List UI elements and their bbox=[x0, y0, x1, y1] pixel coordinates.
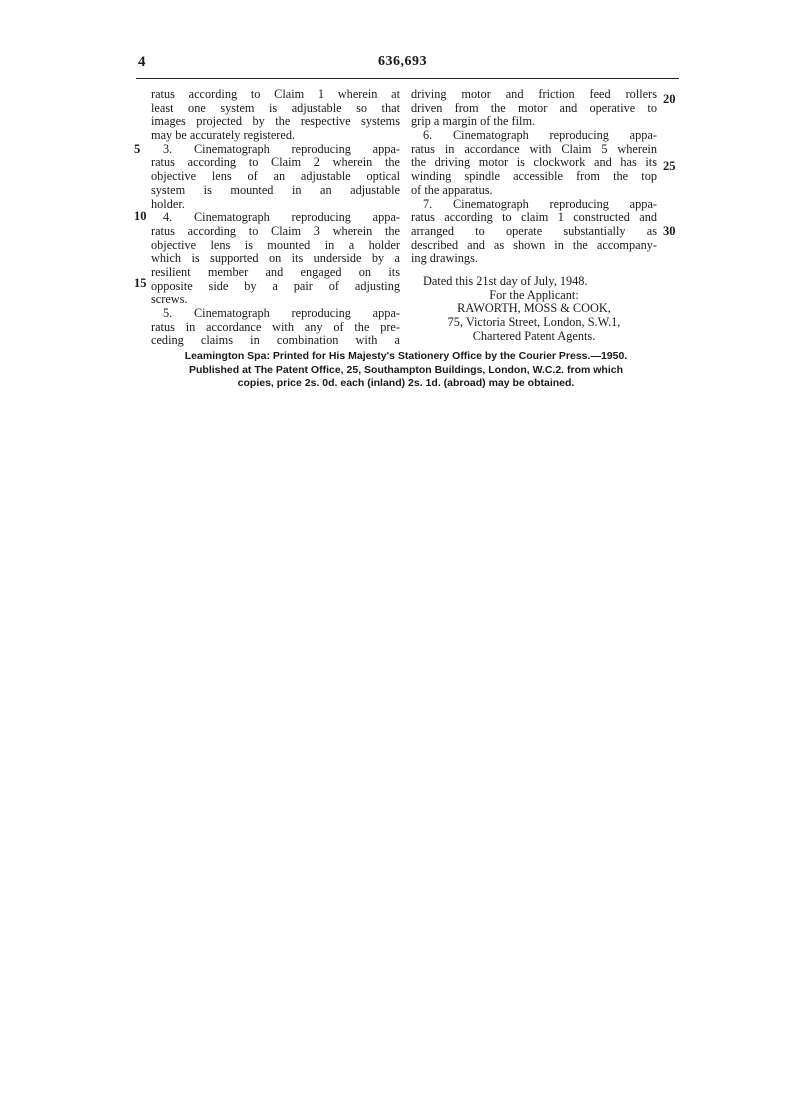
line-number-20: 20 bbox=[663, 92, 676, 106]
text-line: driven from the motor and operative to bbox=[411, 100, 657, 115]
text-line: ing drawings. bbox=[411, 251, 478, 266]
left-column bbox=[151, 88, 400, 348]
text-line: described and as shown in the accompany- bbox=[411, 237, 657, 252]
claim-5-start: 5. Cinematograph reproducing appa- bbox=[163, 306, 400, 320]
imprint-line: copies, price 2s. 0d. each (inland) 2s. 1d. (abroad) may be obtained. bbox=[237, 377, 575, 390]
imprint-line: Leamington Spa: Printed for His Majesty's Stationery Office by the Courier Press.—1950. bbox=[184, 350, 628, 362]
printer-imprint bbox=[146, 350, 666, 391]
text-line: ratus in accordance with Claim 5 wherein bbox=[411, 141, 657, 156]
page-header bbox=[138, 54, 680, 76]
text-line: images projected by the respective systems bbox=[151, 114, 400, 129]
text-line: of the apparatus. bbox=[411, 182, 493, 197]
agent-name: RAWORTH, MOSS & COOK, bbox=[457, 301, 611, 316]
text-line: least one system is adjustable so that bbox=[151, 100, 400, 115]
text-line: ratus according to Claim 3 wherein the bbox=[151, 223, 400, 238]
imprint-line: Published at The Patent Office, 25, Southampton Buildings, London, W.C.2. from which bbox=[188, 363, 624, 376]
for-applicant: For the Applicant: bbox=[489, 287, 579, 302]
text-line: screws. bbox=[151, 292, 188, 307]
text-line: winding spindle accessible from the top bbox=[411, 169, 657, 184]
dated-line: Dated this 21st day of July, 1948. bbox=[423, 273, 588, 288]
claim-3-start: 3. Cinematograph reproducing appa- bbox=[163, 141, 400, 156]
line-number-30: 30 bbox=[663, 224, 676, 238]
text-line: objective lens is mounted in a holder bbox=[151, 237, 400, 252]
text-line: may be accurately registered. bbox=[151, 128, 296, 143]
page-number: 4 bbox=[138, 54, 146, 70]
text-line: the driving motor is clockwork and has its bbox=[411, 155, 657, 170]
claim-7-start: 7. Cinematograph reproducing appa- bbox=[423, 196, 657, 211]
text-line: holder. bbox=[151, 196, 185, 211]
text-line: which is supported on its underside by a bbox=[151, 251, 400, 266]
text-line: ratus according to Claim 1 wherein at bbox=[151, 87, 400, 101]
claim-6-start: 6. Cinematograph reproducing appa- bbox=[423, 128, 657, 143]
header-rule bbox=[136, 78, 679, 79]
text-line: driving motor and friction feed rollers bbox=[411, 87, 657, 101]
line-number-10: 10 bbox=[134, 209, 147, 223]
right-column bbox=[411, 88, 657, 343]
agent-address: 75, Victoria Street, London, S.W.1, bbox=[447, 315, 621, 329]
text-line: arranged to operate substantially as bbox=[411, 223, 657, 238]
text-line: system is mounted in an adjustable bbox=[151, 182, 400, 197]
text-line: resilient member and engaged on its bbox=[151, 264, 400, 279]
text-line: ratus in accordance with any of the pre- bbox=[151, 319, 400, 334]
agent-title: Chartered Patent Agents. bbox=[472, 328, 596, 343]
text-line: ceding claims in combination with a bbox=[151, 333, 400, 348]
line-number-25: 25 bbox=[663, 159, 676, 173]
patent-number: 636,693 bbox=[378, 54, 427, 69]
text-line: opposite side by a pair of adjusting bbox=[151, 278, 400, 293]
text-line: ratus according to Claim 2 wherein the bbox=[151, 155, 400, 170]
claim-4-start: 4. Cinematograph reproducing appa- bbox=[163, 210, 400, 225]
text-line: grip a margin of the film. bbox=[411, 114, 536, 129]
text-line: objective lens of an adjustable optical bbox=[151, 169, 400, 184]
line-number-15: 15 bbox=[134, 276, 147, 290]
text-line: ratus according to claim 1 constructed and bbox=[411, 210, 657, 225]
line-number-5: 5 bbox=[134, 142, 141, 156]
